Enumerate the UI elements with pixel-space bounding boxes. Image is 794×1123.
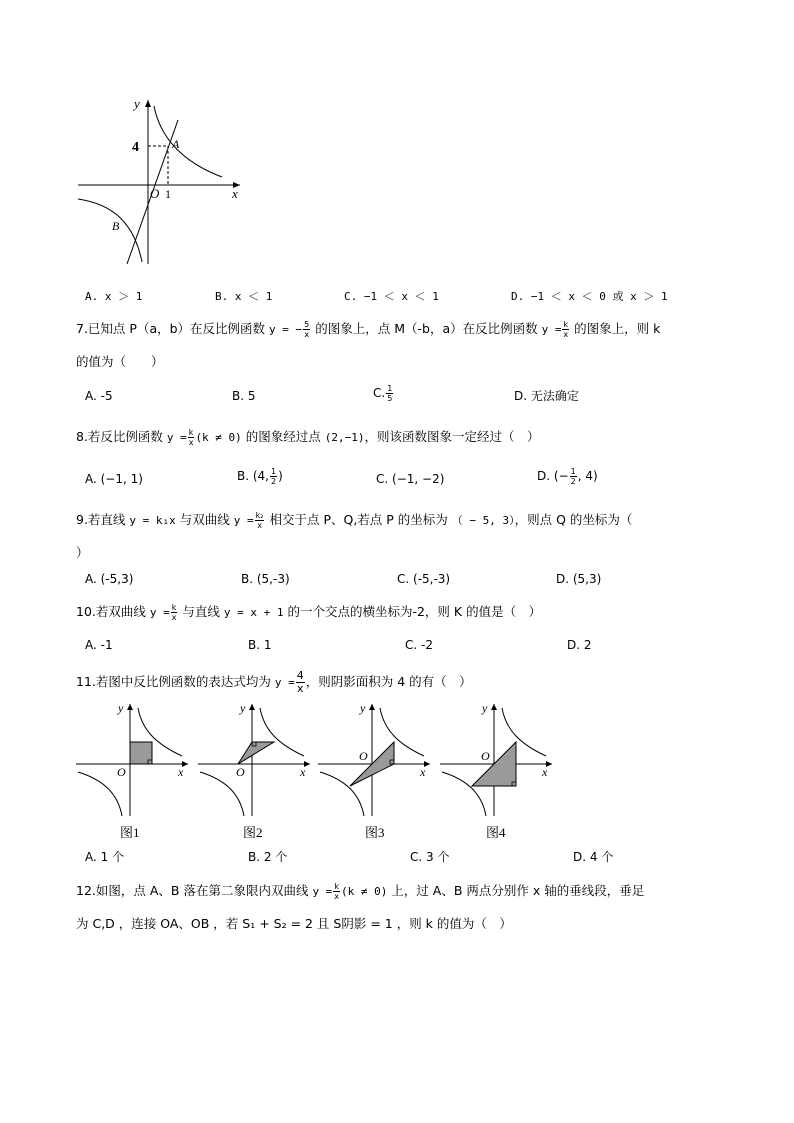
q10-option-c[interactable]: C. -2 [405, 638, 433, 652]
fig4-x-label: x [542, 765, 548, 779]
q9-text-2: 与双曲线 [179, 512, 230, 527]
fig3-y-label: y [360, 701, 366, 715]
q12-text-2: 上，过 A、B 两点分别作 x 轴的垂线段，垂足 [391, 883, 645, 898]
q11-figure-4 [438, 700, 556, 818]
q10-fraction: $\frac{k}{x}$ [171, 603, 177, 622]
q10-option-d[interactable]: D. 2 [567, 638, 592, 652]
q7-option-c-fraction: $\frac{1}{5}$ [387, 384, 393, 403]
q12-text-1: 12.如图，点 A、B 落在第二象限内双曲线 [76, 883, 309, 898]
q12-math-1: y = [312, 885, 333, 898]
q6-option-d[interactable]: D. −1 ＜ x ＜ 0 或 x ＞ 1 [511, 290, 668, 303]
q8-option-a[interactable]: A. (−1, 1) [85, 472, 143, 486]
q9-math-1: y = k₁x [129, 514, 176, 527]
fig2-y-label: y [240, 701, 246, 715]
q11-figure-1 [74, 700, 192, 818]
q9-option-d[interactable]: D. (5,3) [556, 572, 602, 586]
q11-fig3-caption: 图3 [365, 825, 385, 840]
fig4-y-label: y [482, 701, 488, 715]
q11-option-d[interactable]: D. 4 个 [573, 850, 614, 864]
fig4-origin: O [481, 749, 490, 763]
q7-fraction-1: $\frac{5}{x}$ [304, 320, 310, 339]
fig3-origin: O [359, 749, 368, 763]
q11-figure-3 [316, 700, 434, 818]
q12-math-2: (k ≠ 0) [340, 885, 388, 898]
q9-text-4: ，则点 Q 的坐标为（ [514, 512, 633, 527]
q9-stem [76, 511, 632, 530]
q8-text-1: 8.若反比例函数 [76, 429, 163, 444]
q7-stem [76, 320, 660, 339]
fig1-origin: O [117, 765, 126, 779]
fig2-x-label: x [300, 765, 306, 779]
q11-math-1: y = [274, 676, 295, 689]
q9-option-c[interactable]: C. (-5,-3) [397, 572, 451, 586]
q7-math-1: y = − [269, 323, 303, 336]
q6-option-b[interactable]: B. x ＜ 1 [215, 290, 273, 303]
q7-fraction-2: $\frac{k}{x}$ [563, 320, 569, 339]
q12-stem [76, 882, 644, 901]
q9-fraction: $\frac{\text{k₂}}{x}$ [255, 511, 264, 530]
q7-option-d[interactable]: D. 无法确定 [514, 389, 579, 403]
fig-point-a: A [172, 137, 180, 151]
q10-math-2: y = x + 1 [223, 606, 284, 619]
fig1-x-label: x [178, 765, 184, 779]
q7-text-2: 的图象上，点 M（-b，a）在反比例函数 [315, 321, 538, 336]
fig-x-label: x [232, 186, 238, 201]
q9-text-3: 相交于点 P、Q,若点 P 的坐标为 [269, 512, 448, 527]
q7-text-3: 的图象上，则 k [574, 321, 661, 336]
q7-option-a[interactable]: A. -5 [85, 389, 113, 403]
fig-tick-y: 4 [132, 140, 139, 155]
q10-text-2: 与直线 [182, 604, 220, 619]
fig-origin-label: O [150, 186, 160, 201]
q8-option-b[interactable]: B. (4, $\frac{1}{2}$ ) [237, 467, 283, 486]
q8-option-c[interactable]: C. (−1, −2) [376, 472, 445, 486]
q8-option-d-fraction: $\frac{1}{2}$ [570, 467, 576, 486]
q10-math-1: y = [149, 606, 170, 619]
q9-option-b[interactable]: B. (5,-3) [241, 572, 290, 586]
q10-text-3: 的一个交点的横坐标为-2，则 K 的值是（ ） [287, 604, 542, 619]
q11-text-1: 11.若图中反比例函数的表达式均为 [76, 674, 271, 689]
fig1-y-label: y [118, 701, 124, 715]
q10-stem [76, 603, 541, 622]
q11-fig2-caption: 图2 [243, 825, 263, 840]
q12-fraction: $\frac{k}{x}$ [334, 882, 339, 901]
q11-option-c[interactable]: C. 3 个 [410, 850, 450, 864]
q7-math-2: y = [541, 323, 562, 336]
q10-text-1: 10.若双曲线 [76, 604, 146, 619]
q11-option-b[interactable]: B. 2 个 [248, 850, 288, 864]
q11-fig4-caption: 图4 [486, 825, 506, 840]
q11-fig1-caption: 图1 [120, 825, 140, 840]
q11-stem [76, 670, 472, 695]
q6-option-a[interactable]: A. x ＞ 1 [85, 290, 143, 303]
q8-math-1: y = [166, 431, 187, 444]
q10-option-b[interactable]: B. 1 [248, 638, 272, 652]
q9-stem-line2: ） [76, 545, 89, 560]
fig3-x-label: x [420, 765, 426, 779]
q7-stem-line2: 的值为（ ） [76, 354, 164, 369]
fig-point-b: B [112, 219, 120, 233]
q11-fraction: $\frac{4}{x}$ [296, 669, 304, 695]
q8-text-2: 的图象经过点 [245, 429, 321, 444]
q8-math-3: (2,−1) [324, 431, 365, 444]
fig-tick-x: 1 [165, 187, 171, 201]
figure-hyperbola-line [72, 92, 252, 272]
fig-y-label: y [134, 96, 140, 111]
q10-option-a[interactable]: A. -1 [85, 638, 113, 652]
q7-option-b[interactable]: B. 5 [232, 389, 256, 403]
q7-text-1: 7.已知点 P（a，b）在反比例函数 [76, 321, 266, 336]
q9-math-2: y = [233, 514, 254, 527]
q8-fraction: $\frac{k}{x}$ [188, 428, 194, 447]
q9-option-a[interactable]: A. (-5,3) [85, 572, 134, 586]
q8-option-b-fraction: $\frac{1}{2}$ [271, 467, 277, 486]
q8-option-d[interactable]: D. (− $\frac{1}{2}$ , 4) [537, 467, 598, 486]
q6-option-c[interactable]: C. −1 ＜ x ＜ 1 [344, 290, 439, 303]
q11-option-a[interactable]: A. 1 个 [85, 850, 125, 864]
q9-text-1: 9.若直线 [76, 512, 126, 527]
q8-stem [76, 428, 540, 447]
fig2-origin: O [236, 765, 245, 779]
q9-math-3: （ − 5, 3） [451, 514, 515, 527]
q11-figure-2 [196, 700, 314, 818]
q8-math-2: (k ≠ 0) [195, 431, 242, 444]
q7-option-c[interactable]: C. $\frac{1}{5}$ [373, 384, 393, 403]
q8-text-3: ，则该函数图象一定经过（ ） [364, 429, 540, 444]
q11-text-2: ，则阴影面积为 4 的有（ ） [305, 674, 472, 689]
q12-stem-line2: 为 C,D ，连接 OA、OB ，若 S₁ + S₂ = 2 且 S阴影 = 1 ，则 k 的值为（ ） [76, 916, 512, 931]
